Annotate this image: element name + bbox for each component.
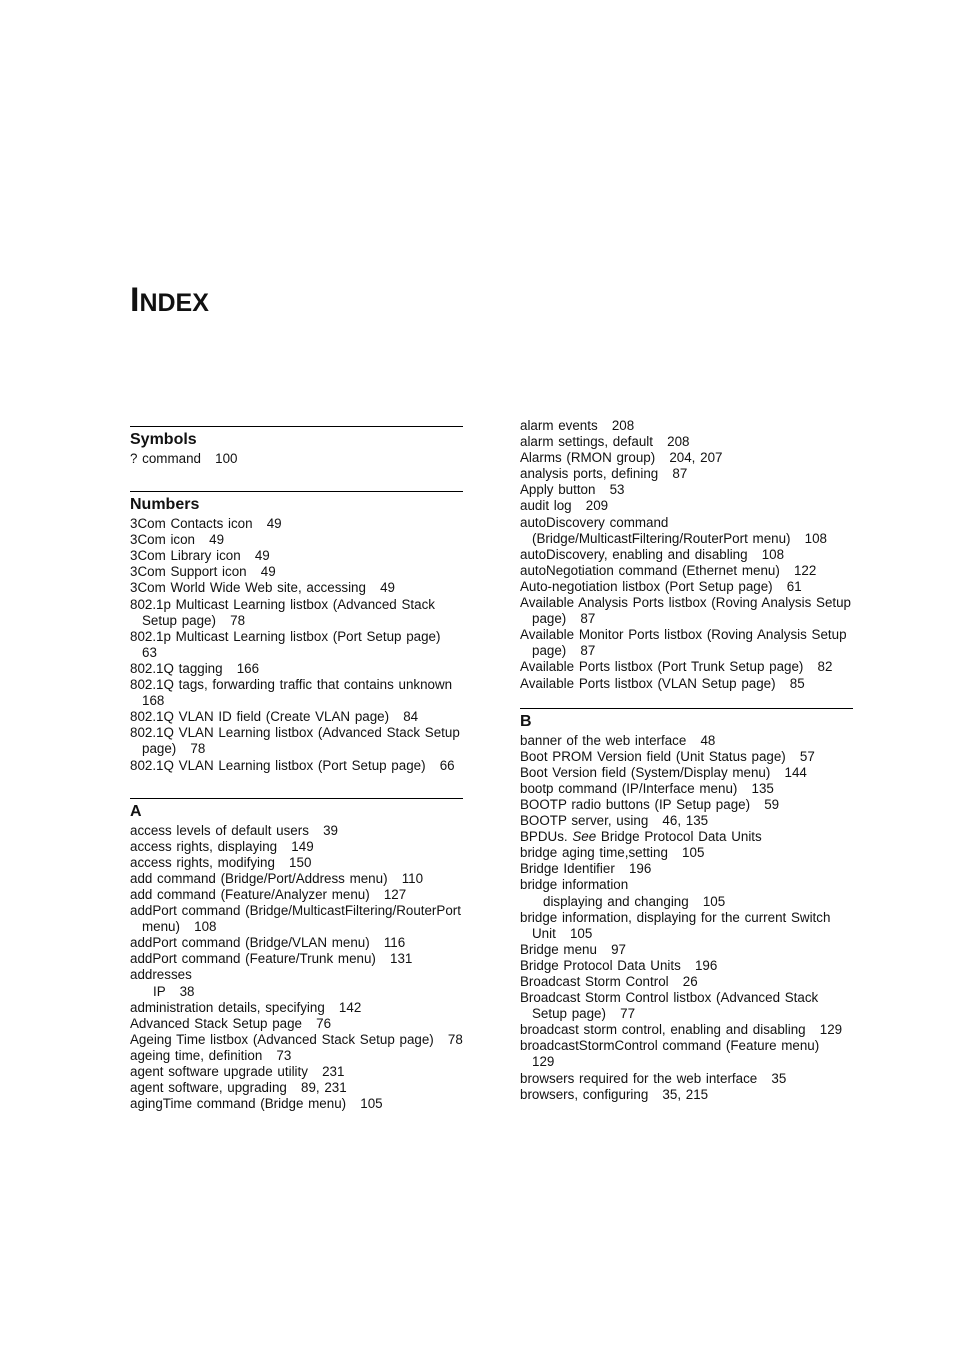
index-entry: BOOTP server, using 46, 135 bbox=[520, 813, 709, 829]
index-column-left bbox=[130, 426, 467, 1136]
index-entry: 802.1p Multicast Learning listbox (Advanced Stack Setup page) 78 bbox=[130, 596, 440, 628]
index-entry: Apply button 53 bbox=[520, 482, 625, 498]
index-entry: autoDiscovery command (Bridge/MulticastFiltering/RouterPort menu) 108 bbox=[520, 514, 827, 546]
index-entry: 802.1Q tags, forwarding traffic that contains unknown 168 bbox=[130, 677, 467, 709]
section-heading: Symbols bbox=[130, 426, 463, 450]
index-column-right bbox=[520, 418, 856, 1127]
index-entry: access rights, modifying 150 bbox=[130, 854, 312, 870]
index-entry: Boot Version field (System/Display menu) 144 bbox=[520, 764, 807, 780]
index-entry: alarm settings, default 208 bbox=[520, 434, 690, 450]
index-entry: Bridge Protocol Data Units 196 bbox=[520, 957, 718, 973]
index-entry: agent software upgrade utility 231 bbox=[130, 1064, 345, 1079]
continued-entries bbox=[520, 418, 856, 692]
index-entry: agent software, upgrading 89, 231 bbox=[130, 1080, 347, 1096]
index-section-numbers bbox=[130, 491, 467, 774]
index-entry: access rights, displaying 149 bbox=[130, 838, 314, 854]
index-entry: Advanced Stack Setup page 76 bbox=[130, 1015, 332, 1031]
index-entry: 3Com Contacts icon 49 bbox=[130, 516, 282, 532]
index-entry: Alarms (RMON group) 204, 207 bbox=[520, 450, 723, 466]
index-entry: broadcast storm control, enabling and disabling 129 bbox=[520, 1022, 843, 1038]
index-entry: alarm events 208 bbox=[520, 418, 635, 433]
index-entry: autoDiscovery, enabling and disabling 108 bbox=[520, 546, 785, 562]
index-entry: access levels of default users 39 bbox=[130, 822, 338, 838]
index-entry: addPort command (Feature/Trunk menu) 131 bbox=[130, 951, 413, 967]
index-entry: 802.1Q VLAN Learning listbox (Port Setup page) 66 bbox=[130, 757, 455, 773]
index-entry: administration details, specifying 142 bbox=[130, 999, 362, 1015]
index-entry: broadcastStormControl command (Feature menu) 129 bbox=[520, 1038, 834, 1070]
index-entry: 802.1Q VLAN ID field (Create VLAN page) 84 bbox=[130, 709, 419, 725]
index-entry: 3Com Support icon 49 bbox=[130, 564, 276, 580]
index-section-symbols bbox=[130, 426, 463, 467]
index-entry: bridge aging time,setting 105 bbox=[520, 845, 705, 861]
index-entry: autoNegotiation command (Ethernet menu) 122 bbox=[520, 562, 817, 578]
index-entry: Ageing Time listbox (Advanced Stack Setup page) 78 bbox=[130, 1031, 463, 1047]
index-entry: 3Com Library icon 49 bbox=[130, 548, 270, 564]
index-subentry: displaying and changing 105 bbox=[543, 893, 726, 909]
index-entry: browsers required for the web interface 35 bbox=[520, 1070, 787, 1086]
entry-list bbox=[130, 516, 467, 774]
index-section-a bbox=[130, 798, 466, 1113]
index-entry: add command (Feature/Analyzer menu) 127 bbox=[130, 886, 407, 902]
section-heading: Numbers bbox=[130, 491, 463, 515]
index-entry: browsers, configuring 35, 215 bbox=[520, 1086, 709, 1102]
page-title-rest: NDEX bbox=[139, 289, 209, 317]
index-entry: bridge information, displaying for the current Switch Unit 105 bbox=[520, 909, 836, 941]
index-entry: Broadcast Storm Control 26 bbox=[520, 974, 698, 989]
index-entry: Boot PROM Version field (Unit Status page) 57 bbox=[520, 748, 815, 764]
index-entry: Auto-negotiation listbox (Port Setup page) 61 bbox=[520, 578, 802, 594]
index-section-b bbox=[520, 708, 853, 1103]
see-target: Bridge Protocol Data Units bbox=[600, 829, 762, 845]
index-entry: Available Ports listbox (VLAN Setup page) 85 bbox=[520, 675, 805, 691]
index-entry: Broadcast Storm Control listbox (Advanced Stack Setup page) 77 bbox=[520, 990, 823, 1022]
page-title bbox=[130, 276, 209, 327]
entry-list bbox=[520, 733, 853, 1103]
index-entry: BOOTP radio buttons (IP Setup page) 59 bbox=[520, 796, 780, 812]
index-entry: agingTime command (Bridge menu) 105 bbox=[130, 1096, 383, 1112]
index-entry: addresses bbox=[130, 967, 192, 983]
index-entry: Available Analysis Ports listbox (Roving Analysis Setup page) 87 bbox=[520, 595, 856, 627]
index-entry: banner of the web interface 48 bbox=[520, 732, 716, 748]
index-entry: ageing time, definition 73 bbox=[130, 1047, 292, 1063]
index-entry bbox=[520, 829, 853, 845]
section-heading: A bbox=[130, 798, 463, 822]
index-subentry: IP 38 bbox=[153, 983, 195, 999]
index-entry: add command (Bridge/Port/Address menu) 110 bbox=[130, 870, 424, 886]
see-reference: See bbox=[572, 829, 597, 845]
index-entry: addPort command (Bridge/MulticastFiltering/RouterPort menu) 108 bbox=[130, 903, 466, 935]
entry-list bbox=[130, 451, 463, 467]
index-entry: addPort command (Bridge/VLAN menu) 116 bbox=[130, 935, 406, 951]
index-entry: Available Monitor Ports listbox (Roving Analysis Setup page) 87 bbox=[520, 627, 852, 659]
index-entry: Bridge menu 97 bbox=[520, 941, 626, 957]
index-entry: 3Com World Wide Web site, accessing 49 bbox=[130, 580, 396, 596]
entry-term: BPDUs. bbox=[520, 829, 568, 845]
index-entry: bootp command (IP/Interface menu) 135 bbox=[520, 780, 774, 796]
index-entry: 3Com icon 49 bbox=[130, 532, 225, 548]
index-entry: 802.1Q VLAN Learning listbox (Advanced Stack Setup page) 78 bbox=[130, 725, 465, 757]
index-entry: 802.1Q tagging 166 bbox=[130, 660, 260, 676]
index-entry: Available Ports listbox (Port Trunk Setup page) 82 bbox=[520, 659, 833, 675]
index-entry: Bridge Identifier 196 bbox=[520, 861, 652, 877]
index-entry: audit log 209 bbox=[520, 498, 609, 514]
entry-list bbox=[130, 822, 466, 1113]
page-title-initial: I bbox=[130, 281, 140, 319]
index-entry: ? command 100 bbox=[130, 451, 238, 466]
index-entry: 802.1p Multicast Learning listbox (Port Setup page) 63 bbox=[130, 628, 455, 660]
index-entry: analysis ports, defining 87 bbox=[520, 466, 688, 482]
index-entry: bridge information bbox=[520, 877, 629, 893]
section-heading: B bbox=[520, 708, 853, 732]
